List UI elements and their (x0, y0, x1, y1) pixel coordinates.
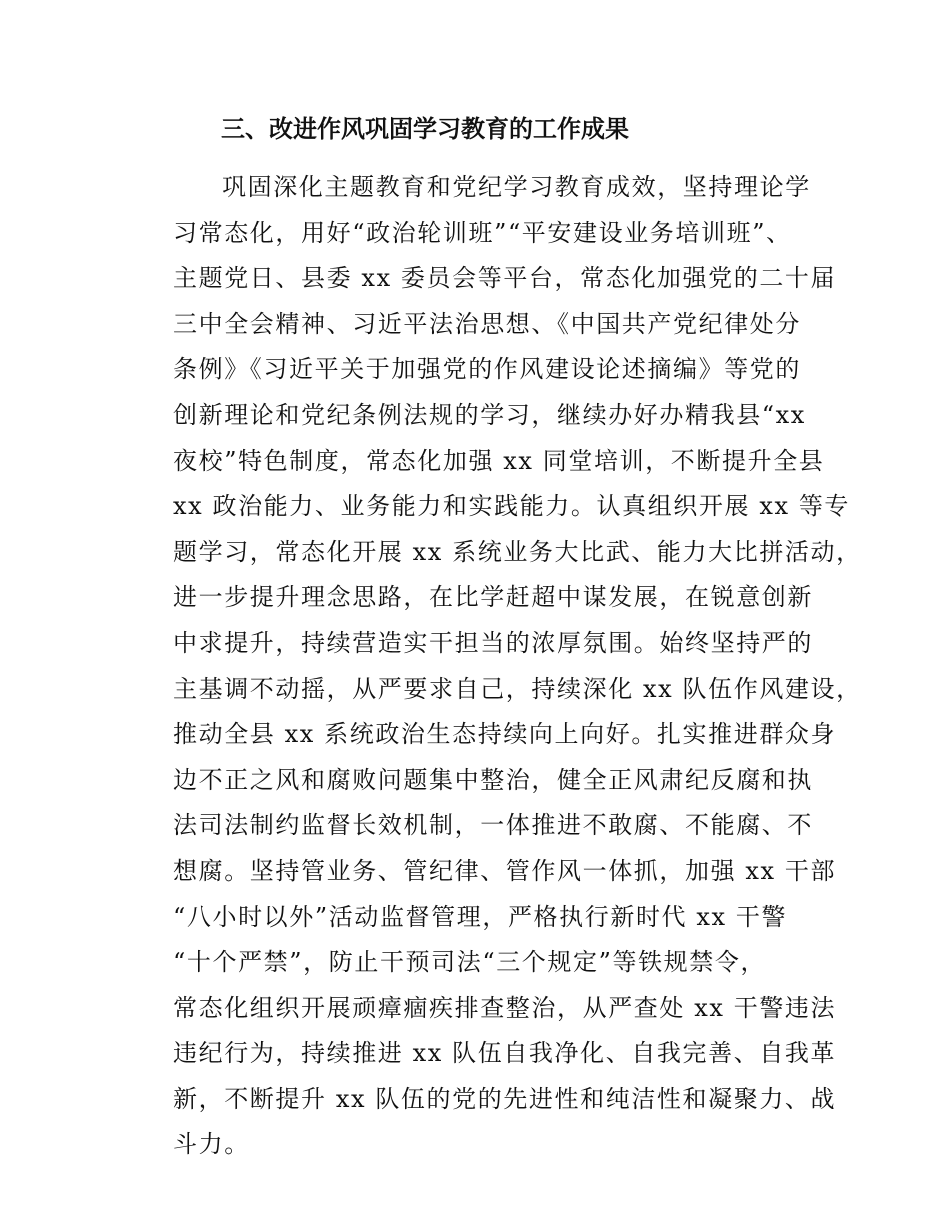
paragraph-line: 主题党日、县委 xx 委员会等平台，常态化加强党的二十届 (173, 264, 837, 293)
body-paragraph (173, 165, 862, 1168)
paragraph-line: 主基调不动摇，从严要求自己，持续深化 xx 队伍作风建设， (173, 674, 862, 703)
paragraph-line: 习常态化，用好“政治轮训班”“平安建设业务培训班”、 (173, 218, 792, 247)
paragraph-line: 三中全会精神、习近平法治思想、《中国共产党纪律处分 (173, 309, 801, 338)
paragraph-line: 夜校”特色制度，常态化加强 xx 同堂培训，不断提升全县 (173, 446, 825, 475)
paragraph-line: “八小时以外”活动监督管理，严格执行新时代 xx 干警 (173, 902, 788, 931)
paragraph-line: 违纪行为，持续推进 xx 队伍自我净化、自我完善、自我革 (173, 1039, 837, 1068)
paragraph-line: 斗力。 (173, 1130, 250, 1159)
paragraph-line: 条例》《习近平关于加强党的作风建设论述摘编》等党的 (173, 355, 801, 384)
paragraph-line: 推动全县 xx 系统政治生态持续向上向好。扎实推进群众身 (173, 720, 837, 749)
paragraph-line: 常态化组织开展顽瘴痼疾排查整治，从严查处 xx 干警违法 (173, 993, 837, 1022)
paragraph-line: 题学习，常态化开展 xx 系统业务大比武、能力大比拼活动， (173, 537, 862, 566)
paragraph-line: 法司法制约监督长效机制，一体推进不敢腐、不能腐、不 (173, 811, 813, 840)
paragraph-line: 巩固深化主题教育和党纪学习教育成效，坚持理论学 (222, 173, 811, 201)
paragraph-line: “十个严禁”，防止干预司法“三个规定”等铁规禁令， (173, 948, 767, 977)
paragraph-line: 新，不断提升 xx 队伍的党的先进性和纯洁性和凝聚力、战 (173, 1084, 837, 1113)
paragraph-line: 中求提升，持续营造实干担当的浓厚氛围。始终坚持严的 (173, 628, 813, 657)
paragraph-line: xx 政治能力、业务能力和实践能力。认真组织开展 xx 等专 (173, 492, 851, 521)
paragraph-line: 进一步提升理念思路，在比学赶超中谋发展，在锐意创新 (173, 583, 813, 612)
paragraph-line: 想腐。坚持管业务、管纪律、管作风一体抓，加强 xx 干部 (173, 856, 837, 885)
paragraph-line: 创新理论和党纪条例法规的学习，继续办好办精我县“xx (173, 400, 806, 429)
paragraph-line: 边不正之风和腐败问题集中整治，健全正风肃纪反腐和执 (173, 765, 813, 794)
section-heading: 三、改进作风巩固学习教育的工作成果 (221, 115, 629, 143)
